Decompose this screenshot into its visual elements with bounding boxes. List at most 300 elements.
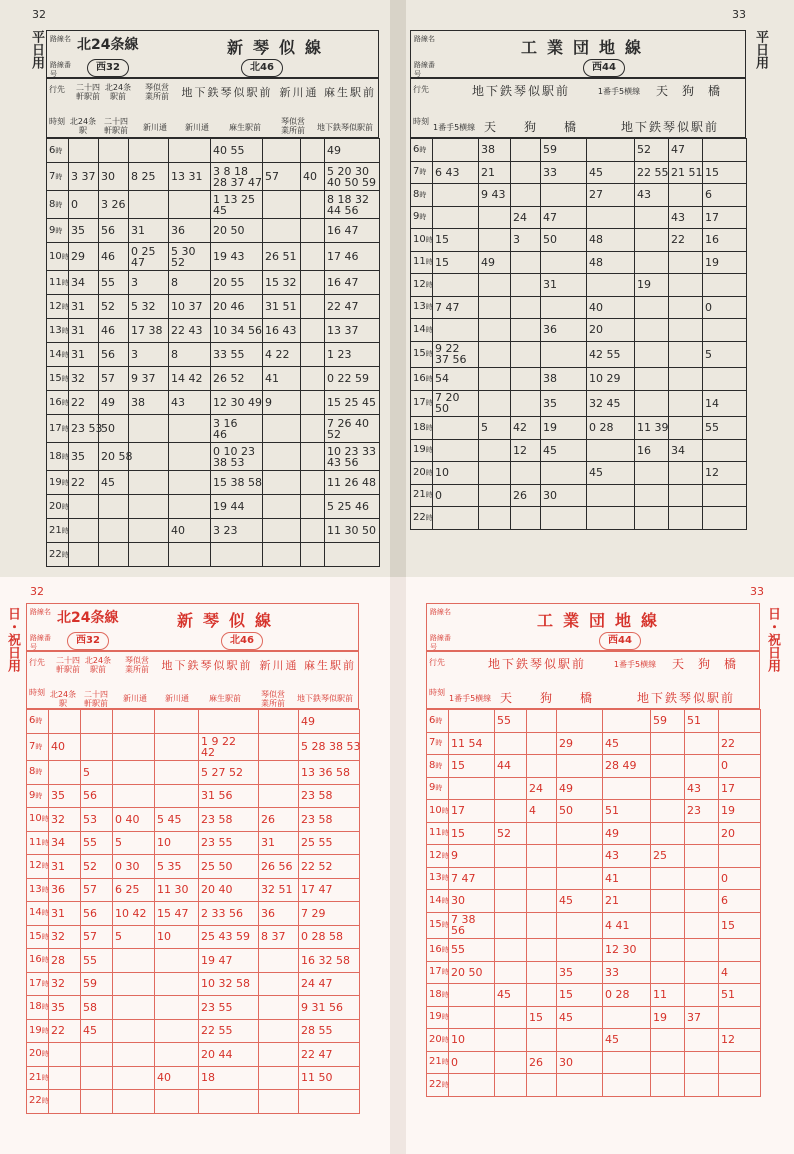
departure-cell: 31 56 — [199, 784, 259, 808]
departure-cell: 55 — [703, 417, 747, 440]
departure-cell: 5 32 — [129, 295, 169, 319]
departure-cell — [113, 972, 155, 996]
departure-cell — [685, 845, 719, 868]
departure-cell: 15 — [719, 912, 761, 939]
departure-cell: 0 — [449, 1051, 495, 1074]
departure-cell: 34 — [69, 271, 99, 295]
page-number: 33 — [750, 585, 764, 598]
hour-cell: 7時 — [27, 733, 49, 761]
hour-row — [411, 296, 747, 319]
departure-cell — [495, 800, 527, 823]
hour-row — [411, 390, 747, 417]
hour-cell: 22時 — [411, 507, 433, 530]
departure-cell: 20 — [719, 822, 761, 845]
holiday-vertical-label: 日・祝日用 — [765, 607, 780, 672]
departure-cell: 9 37 — [129, 367, 169, 391]
route-number-label: 路線番号 — [50, 61, 71, 78]
destination-label: 行先 — [429, 658, 445, 667]
holiday-spread — [0, 577, 794, 1154]
page-number: 33 — [732, 8, 746, 21]
departure-cell: 58 — [81, 996, 113, 1020]
departure-cell: 38 — [479, 139, 511, 162]
departure-cell: 57 — [81, 878, 113, 902]
departure-cell: 45 — [81, 1019, 113, 1043]
holiday-left-timetable — [26, 709, 360, 1114]
hour-cell: 20時 — [47, 495, 69, 519]
departure-cell: 19 44 — [211, 495, 263, 519]
departure-cell: 16 47 — [325, 219, 380, 243]
departure-cell: 5 — [479, 417, 511, 440]
departure-cell: 0 — [719, 755, 761, 778]
departure-cell — [669, 341, 703, 368]
line-name: 北24条線 — [57, 610, 119, 626]
departure-cell — [433, 417, 479, 440]
departure-cell: 4 — [719, 961, 761, 984]
departure-cell: 3 16 46 — [211, 415, 263, 443]
departure-cell — [259, 1019, 299, 1043]
departure-cell: 22 47 — [299, 1043, 360, 1067]
departure-cell: 55 — [81, 831, 113, 855]
departure-cell: 20 50 — [211, 219, 263, 243]
departure-cell: 34 — [49, 831, 81, 855]
departure-cell — [685, 961, 719, 984]
departure-cell — [211, 543, 263, 567]
departure-cell: 22 55 — [199, 1019, 259, 1043]
sub-stop: 新川通 — [143, 123, 167, 132]
hour-cell: 21時 — [47, 519, 69, 543]
departure-cell — [259, 972, 299, 996]
hour-cell: 17時 — [411, 390, 433, 417]
departure-cell: 19 47 — [199, 949, 259, 973]
departure-cell — [557, 867, 603, 890]
departure-cell — [651, 939, 685, 962]
hour-row — [47, 319, 380, 343]
departure-cell: 46 — [99, 319, 129, 343]
departure-cell: 11 30 50 — [325, 519, 380, 543]
hour-cell: 11時 — [411, 251, 433, 274]
hour-row — [47, 391, 380, 415]
departure-cell: 30 — [99, 163, 129, 191]
departure-cell — [651, 755, 685, 778]
departure-cell — [557, 755, 603, 778]
departure-cell — [685, 867, 719, 890]
departure-cell: 20 40 — [199, 878, 259, 902]
departure-cell: 52 — [99, 295, 129, 319]
hour-cell: 21時 — [427, 1051, 449, 1074]
departure-cell — [651, 777, 685, 800]
departure-cell: 57 — [81, 925, 113, 949]
hour-cell: 10時 — [47, 243, 69, 271]
departure-cell — [69, 543, 99, 567]
departure-cell — [479, 229, 511, 252]
hour-row — [411, 368, 747, 391]
hour-row — [47, 519, 380, 543]
departure-cell — [669, 484, 703, 507]
hour-cell: 15時 — [47, 367, 69, 391]
departure-cell: 12 — [703, 462, 747, 485]
route-badge-b: 北46 — [241, 59, 283, 77]
departure-cell — [169, 495, 211, 519]
hour-cell: 12時 — [427, 845, 449, 868]
departure-cell — [129, 191, 169, 219]
hour-cell: 20時 — [427, 1029, 449, 1052]
sub-stop: 琴似営 業所前 — [261, 690, 285, 708]
departure-cell — [557, 912, 603, 939]
departure-cell: 52 — [81, 855, 113, 879]
departure-cell — [557, 1074, 603, 1097]
departure-cell — [685, 1051, 719, 1074]
hour-cell: 8時 — [47, 191, 69, 219]
departure-cell: 2 33 56 — [199, 902, 259, 926]
hour-row — [27, 1043, 360, 1067]
departure-cell — [557, 939, 603, 962]
departure-cell — [635, 484, 669, 507]
departure-cell — [527, 890, 557, 913]
hour-cell: 18時 — [47, 443, 69, 471]
departure-cell: 23 58 — [299, 808, 360, 832]
departure-cell: 0 30 — [113, 855, 155, 879]
sub-stop: 新川通 — [185, 123, 209, 132]
departure-cell: 25 — [651, 845, 685, 868]
departure-cell — [685, 755, 719, 778]
departure-cell — [449, 1074, 495, 1097]
departure-cell — [651, 1029, 685, 1052]
sub-stop: 地下鉄琴似駅前 — [620, 120, 719, 134]
departure-cell: 33 — [603, 961, 651, 984]
destination-label: 行先 — [29, 658, 45, 667]
departure-cell: 30 — [557, 1051, 603, 1074]
departure-cell: 5 27 52 — [199, 761, 259, 785]
departure-cell: 15 25 45 — [325, 391, 380, 415]
departure-cell — [263, 443, 301, 471]
departure-cell: 45 — [587, 462, 635, 485]
departure-cell: 36 — [541, 319, 587, 342]
departure-cell — [719, 939, 761, 962]
departure-cell: 55 — [495, 710, 527, 733]
departure-cell — [685, 732, 719, 755]
hour-cell: 9時 — [47, 219, 69, 243]
departure-cell — [259, 949, 299, 973]
hour-row — [411, 139, 747, 162]
departure-cell: 0 — [433, 484, 479, 507]
departure-cell — [259, 710, 299, 734]
departure-cell — [669, 184, 703, 207]
departure-cell — [495, 777, 527, 800]
departure-cell: 0 28 — [587, 417, 635, 440]
departure-cell: 5 35 — [155, 855, 199, 879]
departure-cell: 20 58 — [99, 443, 129, 471]
departure-cell — [129, 519, 169, 543]
departure-cell: 26 — [527, 1051, 557, 1074]
departure-cell: 52 — [495, 822, 527, 845]
hour-row — [47, 139, 380, 163]
departure-cell: 50 — [557, 800, 603, 823]
departure-cell: 30 — [541, 484, 587, 507]
hour-cell: 16時 — [47, 391, 69, 415]
departure-cell — [129, 139, 169, 163]
departure-cell: 56 — [99, 343, 129, 367]
departure-cell — [527, 984, 557, 1007]
departure-cell: 32 — [49, 808, 81, 832]
departure-cell: 6 43 — [433, 161, 479, 184]
departure-cell: 15 32 — [263, 271, 301, 295]
sub-stop: 二十四 軒駅前 — [104, 117, 128, 135]
departure-cell: 10 29 — [587, 368, 635, 391]
hour-cell: 6時 — [411, 139, 433, 162]
departure-cell — [719, 1074, 761, 1097]
hour-row — [27, 855, 360, 879]
departure-cell: 17 47 — [299, 878, 360, 902]
departure-cell: 40 — [155, 1066, 199, 1090]
departure-cell: 57 — [99, 367, 129, 391]
departure-cell — [69, 139, 99, 163]
departure-cell — [651, 912, 685, 939]
departure-cell: 9 — [263, 391, 301, 415]
destination-label: 行先 — [413, 85, 429, 94]
departure-cell: 15 — [433, 251, 479, 274]
route-badge: 西44 — [583, 59, 625, 77]
hour-row — [47, 219, 380, 243]
departure-cell — [587, 274, 635, 297]
departure-cell — [495, 1006, 527, 1029]
departure-cell: 13 31 — [169, 163, 211, 191]
departure-cell: 43 — [603, 845, 651, 868]
departure-cell: 23 55 — [199, 831, 259, 855]
departure-cell: 36 — [49, 878, 81, 902]
departure-cell — [479, 341, 511, 368]
departure-cell — [669, 251, 703, 274]
departure-cell: 23 58 — [199, 808, 259, 832]
departure-cell — [557, 1029, 603, 1052]
departure-cell — [479, 484, 511, 507]
departure-cell: 3 — [511, 229, 541, 252]
sub-stop: 麻生駅前 — [229, 123, 261, 132]
departure-cell — [129, 443, 169, 471]
stop-name: 地下鉄琴似駅前 — [181, 86, 273, 99]
departure-cell — [301, 415, 325, 443]
departure-cell — [541, 184, 587, 207]
hour-cell: 7時 — [47, 163, 69, 191]
departure-cell — [259, 1066, 299, 1090]
departure-cell: 15 — [703, 161, 747, 184]
departure-cell — [155, 1043, 199, 1067]
departure-cell: 35 — [69, 443, 99, 471]
departure-cell — [99, 495, 129, 519]
departure-cell: 22 43 — [169, 319, 211, 343]
departure-cell: 35 — [49, 784, 81, 808]
stop-name: 北24条 駅前 — [84, 656, 112, 674]
departure-cell: 43 — [169, 391, 211, 415]
departure-cell: 17 — [449, 800, 495, 823]
departure-cell: 14 — [703, 390, 747, 417]
departure-cell — [433, 319, 479, 342]
stop-name: 地下鉄琴似駅前 — [471, 84, 570, 98]
departure-cell — [49, 761, 81, 785]
stop-name: 琴似営 業所前 — [145, 83, 169, 101]
stop-name: 琴似営 業所前 — [125, 656, 149, 674]
departure-cell — [263, 543, 301, 567]
sub-stop: 地下鉄琴似駅前 — [317, 123, 373, 132]
departure-cell — [113, 733, 155, 761]
departure-cell — [81, 1090, 113, 1114]
departure-cell — [69, 519, 99, 543]
departure-cell — [511, 368, 541, 391]
departure-cell: 22 52 — [299, 855, 360, 879]
departure-cell: 46 — [99, 243, 129, 271]
hour-row — [427, 777, 761, 800]
departure-cell: 33 — [541, 161, 587, 184]
departure-cell — [301, 367, 325, 391]
departure-cell — [703, 439, 747, 462]
departure-cell — [433, 274, 479, 297]
departure-cell — [169, 139, 211, 163]
departure-cell: 7 29 — [299, 902, 360, 926]
departure-cell — [479, 368, 511, 391]
departure-cell: 24 — [511, 206, 541, 229]
departure-cell: 49 — [99, 391, 129, 415]
departure-cell — [703, 274, 747, 297]
hour-cell: 8時 — [427, 755, 449, 778]
departure-cell: 5 25 46 — [325, 495, 380, 519]
departure-cell: 14 42 — [169, 367, 211, 391]
departure-cell — [511, 161, 541, 184]
departure-cell — [557, 710, 603, 733]
departure-cell: 0 40 — [113, 808, 155, 832]
hour-cell: 16時 — [427, 939, 449, 962]
hour-row — [47, 191, 380, 219]
departure-cell: 30 — [449, 890, 495, 913]
departure-cell: 15 — [449, 822, 495, 845]
departure-cell: 47 — [541, 206, 587, 229]
departure-cell — [651, 867, 685, 890]
route-number-label: 路線番号 — [414, 61, 435, 78]
departure-cell — [495, 1051, 527, 1074]
sub-stop: 北24条 駅 — [69, 117, 97, 135]
departure-cell — [301, 139, 325, 163]
departure-cell: 11 39 — [635, 417, 669, 440]
departure-cell: 5 20 30 40 50 59 — [325, 163, 380, 191]
hour-cell: 10時 — [427, 800, 449, 823]
hour-label: 時刻 — [29, 688, 45, 697]
route-title: 工業団地線 — [537, 611, 668, 630]
hour-row — [427, 710, 761, 733]
hour-cell: 19時 — [47, 471, 69, 495]
departure-cell — [169, 415, 211, 443]
departure-cell: 4 — [527, 800, 557, 823]
departure-cell: 44 — [495, 755, 527, 778]
hour-row — [27, 733, 360, 761]
departure-cell — [495, 912, 527, 939]
departure-cell — [299, 1090, 360, 1114]
hour-cell: 15時 — [427, 912, 449, 939]
departure-cell: 3 26 — [99, 191, 129, 219]
departure-cell — [635, 319, 669, 342]
departure-cell: 45 — [603, 1029, 651, 1052]
departure-cell — [449, 1006, 495, 1029]
departure-cell: 35 — [69, 219, 99, 243]
departure-cell — [263, 219, 301, 243]
hour-row — [411, 462, 747, 485]
departure-cell: 25 55 — [299, 831, 360, 855]
departure-cell: 40 — [49, 733, 81, 761]
departure-cell — [527, 1074, 557, 1097]
departure-cell — [541, 296, 587, 319]
departure-cell: 26 — [259, 808, 299, 832]
departure-cell — [169, 443, 211, 471]
departure-cell: 45 — [557, 1006, 603, 1029]
hour-row — [47, 471, 380, 495]
departure-cell: 41 — [603, 867, 651, 890]
hour-row — [427, 1074, 761, 1097]
departure-cell: 19 — [703, 251, 747, 274]
page-number: 32 — [30, 585, 44, 598]
departure-cell — [669, 462, 703, 485]
departure-cell — [479, 390, 511, 417]
departure-cell: 31 — [541, 274, 587, 297]
route-badge: 西44 — [599, 632, 641, 650]
departure-cell — [669, 507, 703, 530]
departure-cell — [635, 507, 669, 530]
hour-cell: 22時 — [27, 1090, 49, 1114]
departure-cell: 22 — [719, 732, 761, 755]
departure-cell — [603, 1074, 651, 1097]
hour-row — [47, 271, 380, 295]
departure-cell: 52 — [635, 139, 669, 162]
sub-stop: 新川通 — [165, 694, 189, 703]
departure-cell: 32 — [49, 925, 81, 949]
hour-row — [427, 822, 761, 845]
departure-cell: 16 32 58 — [299, 949, 360, 973]
sub-stop: 狗 — [539, 691, 554, 705]
sub-stop: 天 — [499, 691, 514, 705]
departure-cell — [635, 296, 669, 319]
departure-cell: 10 42 — [113, 902, 155, 926]
departure-cell: 0 22 59 — [325, 367, 380, 391]
departure-cell: 49 — [557, 777, 603, 800]
departure-cell — [113, 710, 155, 734]
departure-cell — [129, 543, 169, 567]
hour-cell: 18時 — [27, 996, 49, 1020]
hour-cell: 11時 — [427, 822, 449, 845]
departure-cell: 24 — [527, 777, 557, 800]
departure-cell — [685, 939, 719, 962]
departure-cell: 12 30 49 — [211, 391, 263, 415]
departure-cell — [99, 139, 129, 163]
departure-cell: 22 55 — [635, 161, 669, 184]
hour-row — [427, 867, 761, 890]
departure-cell: 5 28 38 53 — [299, 733, 360, 761]
departure-cell: 51 — [719, 984, 761, 1007]
departure-cell — [301, 471, 325, 495]
departure-cell: 19 — [635, 274, 669, 297]
stop-name: 新川通 — [279, 86, 319, 99]
departure-cell — [479, 439, 511, 462]
departure-cell — [259, 1043, 299, 1067]
sub-stop: 1番手5横線 — [433, 123, 476, 132]
departure-cell — [719, 1051, 761, 1074]
departure-cell: 16 — [703, 229, 747, 252]
sub-stop: 橋 — [579, 691, 594, 705]
hour-label: 時刻 — [413, 117, 429, 126]
route-header — [26, 603, 359, 651]
hour-cell: 20時 — [27, 1043, 49, 1067]
hour-cell: 18時 — [411, 417, 433, 440]
departure-cell: 4 22 — [263, 343, 301, 367]
departure-cell: 12 30 — [603, 939, 651, 962]
departure-cell — [669, 319, 703, 342]
hour-cell: 21時 — [27, 1066, 49, 1090]
departure-cell: 6 — [703, 184, 747, 207]
